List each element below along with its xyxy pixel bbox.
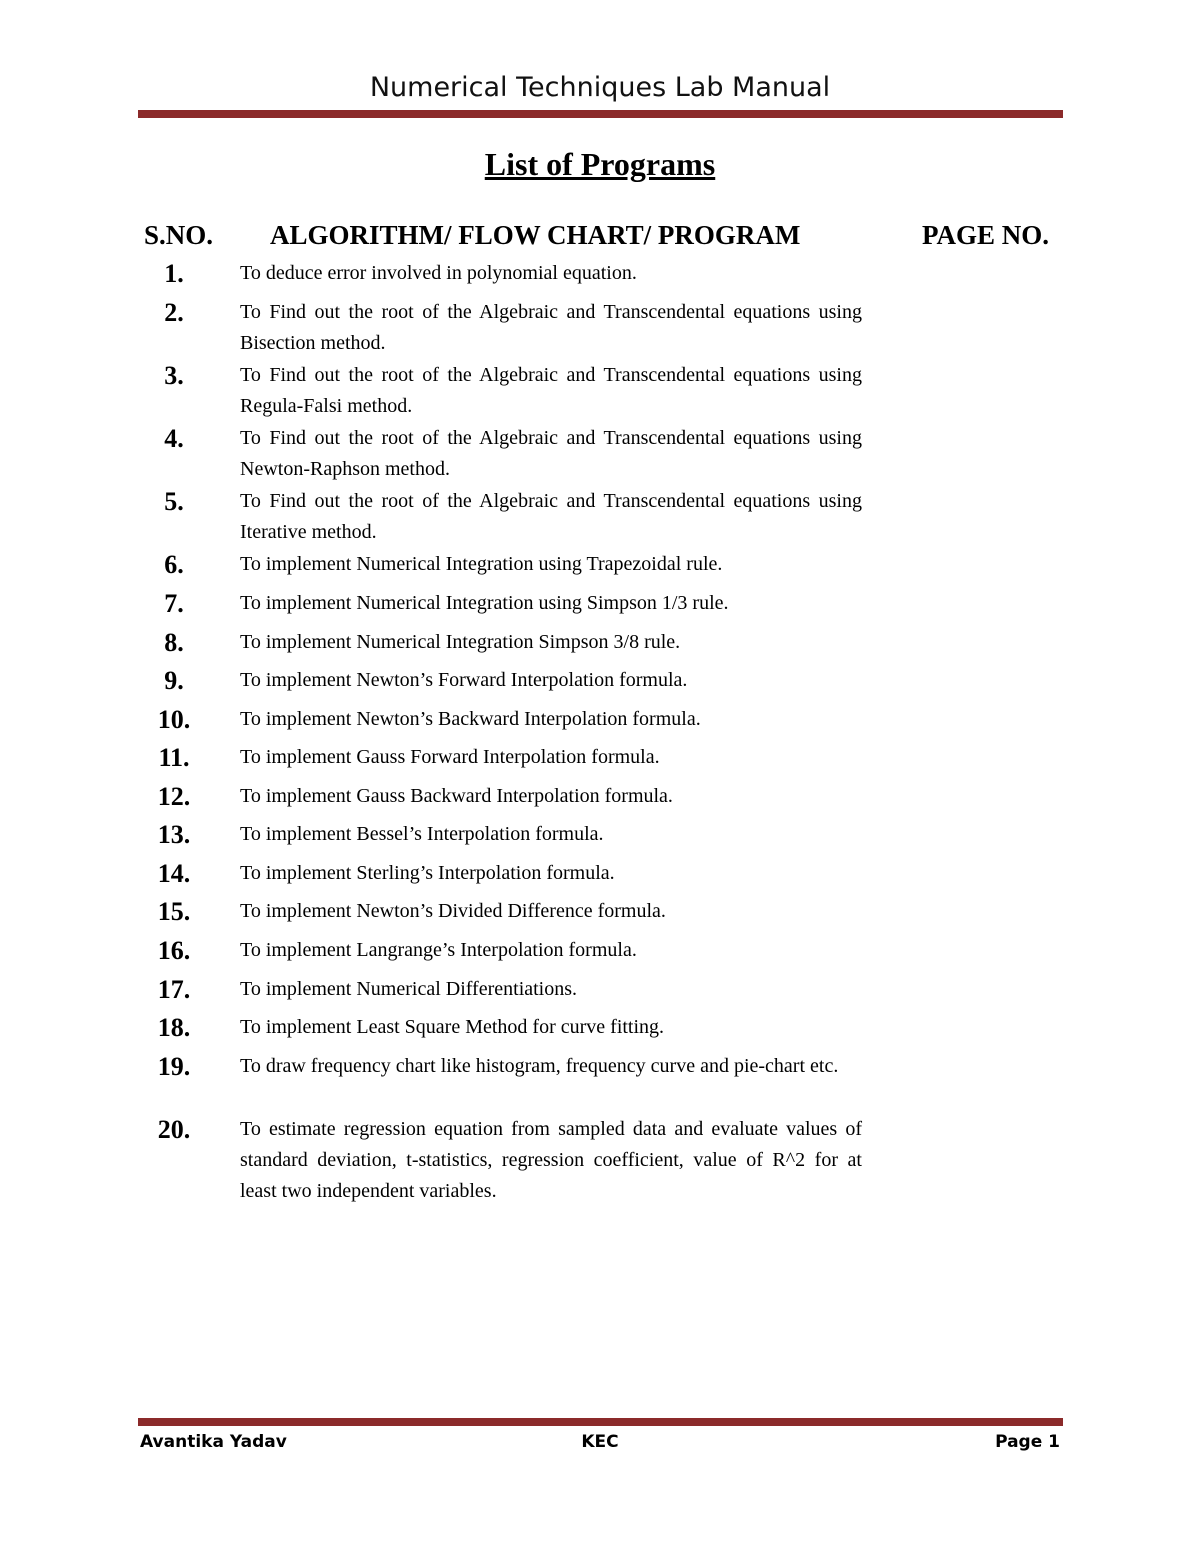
item-description: To implement Numerical Differentiations. (240, 978, 578, 1000)
item-number: 20. (157, 1115, 191, 1144)
header-rule (138, 110, 1063, 118)
item-number: 13. (157, 820, 191, 849)
item-description: To Find out the root of the Algebraic and Transcendental equations using Newton-Raphson method. (240, 427, 862, 480)
item-number: 16. (157, 936, 191, 965)
item-description: To implement Sterling’s Interpolation formula. (240, 862, 615, 884)
item-description: To deduce error involved in polynomial equation. (240, 262, 637, 284)
column-header-algorithm: ALGORITHM/ FLOW CHART/ PROGRAM (270, 220, 801, 250)
item-number: 14. (157, 859, 191, 888)
item-number: 4. (164, 424, 184, 453)
item-number: 5. (164, 487, 184, 516)
item-description: To implement Langrange’s Interpolation formula. (240, 939, 637, 961)
item-description: To Find out the root of the Algebraic and Transcendental equations using Regula-Falsi method. (240, 364, 862, 417)
column-header-page: PAGE NO. (922, 220, 1049, 250)
item-description: To implement Numerical Integration Simpson 3/8 rule. (240, 631, 681, 653)
item-description: To implement Newton’s Divided Difference formula. (240, 900, 666, 922)
footer-institution: KEC (581, 1432, 619, 1452)
item-number: 12. (157, 782, 191, 811)
item-number: 6. (164, 550, 184, 579)
header-title: Numerical Techniques Lab Manual (369, 72, 831, 103)
item-number: 2. (164, 298, 184, 327)
footer-page-number: Page 1 (995, 1432, 1060, 1452)
item-description: To implement Numerical Integration using Trapezoidal rule. (240, 553, 723, 575)
item-number: 15. (157, 897, 191, 926)
item-description: To implement Newton’s Backward Interpolation formula. (240, 708, 701, 730)
item-number: 1. (164, 259, 184, 288)
item-description: To Find out the root of the Algebraic and Transcendental equations using Bisection method. (240, 301, 862, 354)
footer-author: Avantika Yadav (140, 1432, 287, 1452)
item-description: To draw frequency chart like histogram, frequency curve and pie-chart etc. (240, 1055, 839, 1077)
item-number: 17. (157, 975, 191, 1004)
item-number: 3. (164, 361, 184, 390)
item-number: 11. (158, 743, 190, 772)
item-description: To implement Gauss Backward Interpolation formula. (240, 785, 673, 807)
item-number: 8. (164, 628, 184, 657)
item-description: To implement Numerical Integration using Simpson 1/3 rule. (240, 592, 729, 614)
item-number: 19. (157, 1052, 191, 1081)
item-number: 10. (157, 705, 191, 734)
item-description: To implement Bessel’s Interpolation formula. (240, 823, 604, 845)
item-description: To implement Newton’s Forward Interpolation formula. (240, 669, 688, 691)
item-number: 7. (164, 589, 184, 618)
item-description: To implement Gauss Forward Interpolation formula. (240, 746, 660, 768)
page-title: List of Programs (484, 146, 716, 182)
footer-rule (138, 1418, 1063, 1426)
item-number: 18. (157, 1013, 191, 1042)
item-description: To Find out the root of the Algebraic and Transcendental equations using Iterative method. (240, 490, 862, 543)
item-number: 9. (164, 666, 184, 695)
column-header-sno: S.NO. (144, 220, 214, 250)
item-description: To implement Least Square Method for curve fitting. (240, 1016, 665, 1038)
item-description: To estimate regression equation from sampled data and evaluate values of standard deviation, t-statistics, regression coefficient, value of R^2 for at least two independent variables. (240, 1118, 862, 1202)
